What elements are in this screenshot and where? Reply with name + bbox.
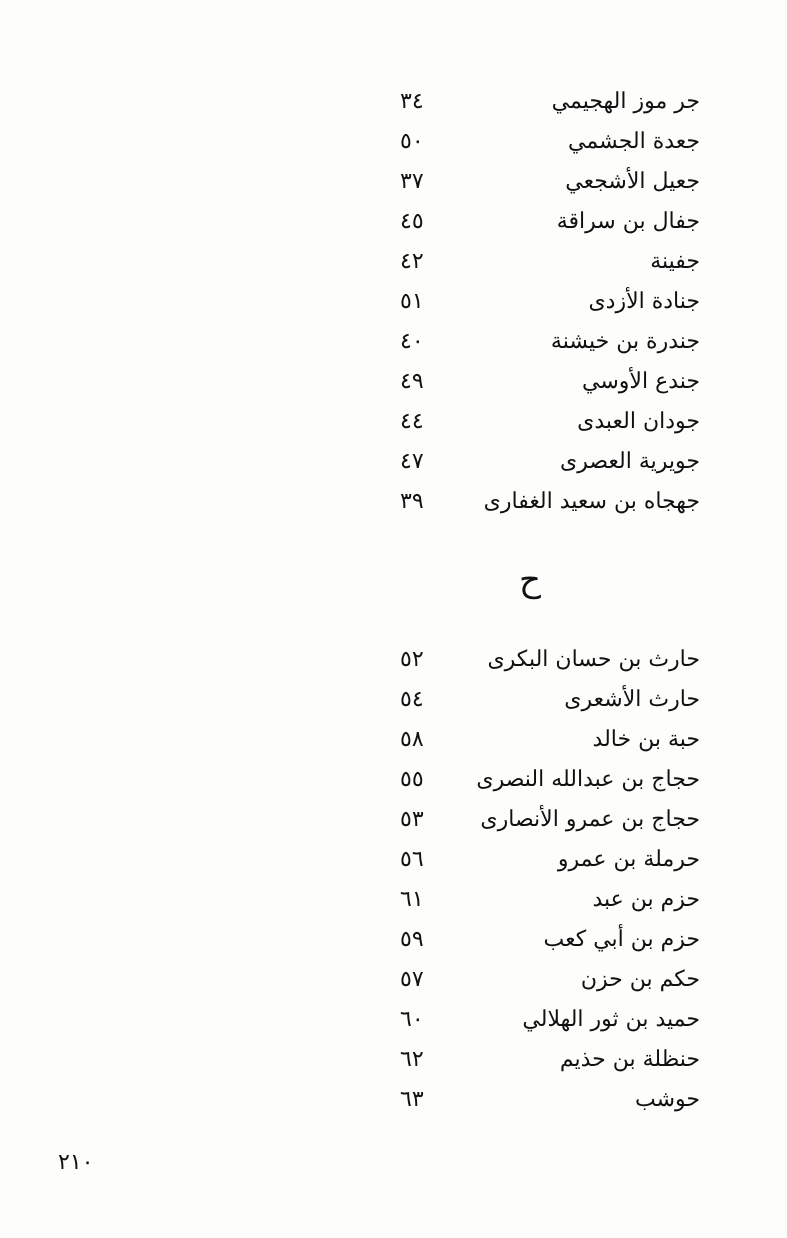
entry-name: حجاج بن عمرو الأنصارى: [480, 807, 700, 832]
entry-name: حزم بن عبد: [592, 887, 700, 912]
index-entry: [400, 402, 700, 442]
index-entry: [400, 242, 700, 282]
index-entry: [400, 282, 700, 322]
entry-name: حارث الأشعرى: [564, 687, 700, 712]
index-entry: [400, 82, 700, 122]
index-entry: [400, 880, 700, 920]
index-entry: [400, 162, 700, 202]
index-entry: [400, 362, 700, 402]
entry-list-ha: [400, 640, 700, 1120]
entry-name: جندرة بن خيشنة: [550, 329, 700, 354]
entry-name: جفينة: [650, 249, 700, 274]
entry-page: ٥١: [400, 289, 424, 314]
entry-name: حرملة بن عمرو: [557, 847, 700, 872]
entry-page: ٦٠: [400, 1007, 424, 1032]
entry-name: حميد بن ثور الهلالي: [522, 1007, 700, 1032]
index-entry: [400, 202, 700, 242]
entry-name: جنادة الأزدى: [588, 289, 700, 314]
entry-name: جويرية العصرى: [559, 449, 700, 474]
entry-page: ٥٣: [400, 807, 424, 832]
entry-name: جودان العبدى: [577, 409, 700, 434]
entry-page: ٤٩: [400, 369, 424, 394]
entry-page: ٥٧: [400, 967, 424, 992]
entry-page: ٦٢: [400, 1047, 424, 1072]
entry-name: جهجاه بن سعيد الغفارى: [483, 489, 700, 514]
entry-page: ٦٣: [400, 1087, 424, 1112]
entry-page: ٥٦: [400, 847, 424, 872]
index-entry: [400, 960, 700, 1000]
entry-page: ٥٥: [400, 767, 424, 792]
entry-page: ٣٩: [400, 489, 424, 514]
index-entry: [400, 1080, 700, 1120]
section-letter-heading: ح: [519, 560, 541, 600]
entry-page: ٥٤: [400, 687, 424, 712]
entry-page: ٥٩: [400, 927, 424, 952]
entry-name: حكم بن حزن: [580, 967, 700, 992]
entry-name: حوشب: [634, 1087, 700, 1112]
entry-name: حنظلة بن حذيم: [559, 1047, 700, 1072]
entry-list-jim: [400, 82, 700, 522]
index-entry: [400, 482, 700, 522]
entry-page: ٣٤: [400, 89, 424, 114]
index-entry: [400, 760, 700, 800]
entry-page: ٣٧: [400, 169, 424, 194]
index-entry: [400, 680, 700, 720]
entry-name: حبة بن خالد: [592, 727, 700, 752]
index-entry: [400, 322, 700, 362]
entry-page: ٤٠: [400, 329, 424, 354]
index-entry: [400, 122, 700, 162]
entry-name: جر موز الهجيمي: [551, 89, 700, 114]
entry-page: ٤٥: [400, 209, 424, 234]
entry-page: ٥٠: [400, 129, 424, 154]
entry-page: ٥٢: [400, 647, 424, 672]
index-entry: [400, 840, 700, 880]
entry-name: حارث بن حسان البكرى: [487, 647, 700, 672]
index-entry: [400, 1040, 700, 1080]
entry-name: جعدة الجشمي: [568, 129, 700, 154]
index-entry: [400, 800, 700, 840]
index-entry: [400, 920, 700, 960]
index-entry: [400, 442, 700, 482]
entry-name: جعيل الأشجعي: [565, 169, 700, 194]
entry-name: حجاج بن عبدالله النصرى: [476, 767, 700, 792]
entry-page: ٥٨: [400, 727, 424, 752]
entry-page: ٤٢: [400, 249, 424, 274]
index-entry: [400, 1000, 700, 1040]
index-entry: [400, 640, 700, 680]
entry-name: حزم بن أبي كعب: [543, 927, 700, 952]
entry-page: ٤٧: [400, 449, 424, 474]
entry-name: جندع الأوسي: [582, 369, 700, 394]
entry-page: ٤٤: [400, 409, 424, 434]
entry-name: جفال بن سراقة: [556, 209, 700, 234]
page-number: ٢١٠: [58, 1150, 94, 1175]
entry-page: ٦١: [400, 887, 424, 912]
index-entry: [400, 720, 700, 760]
